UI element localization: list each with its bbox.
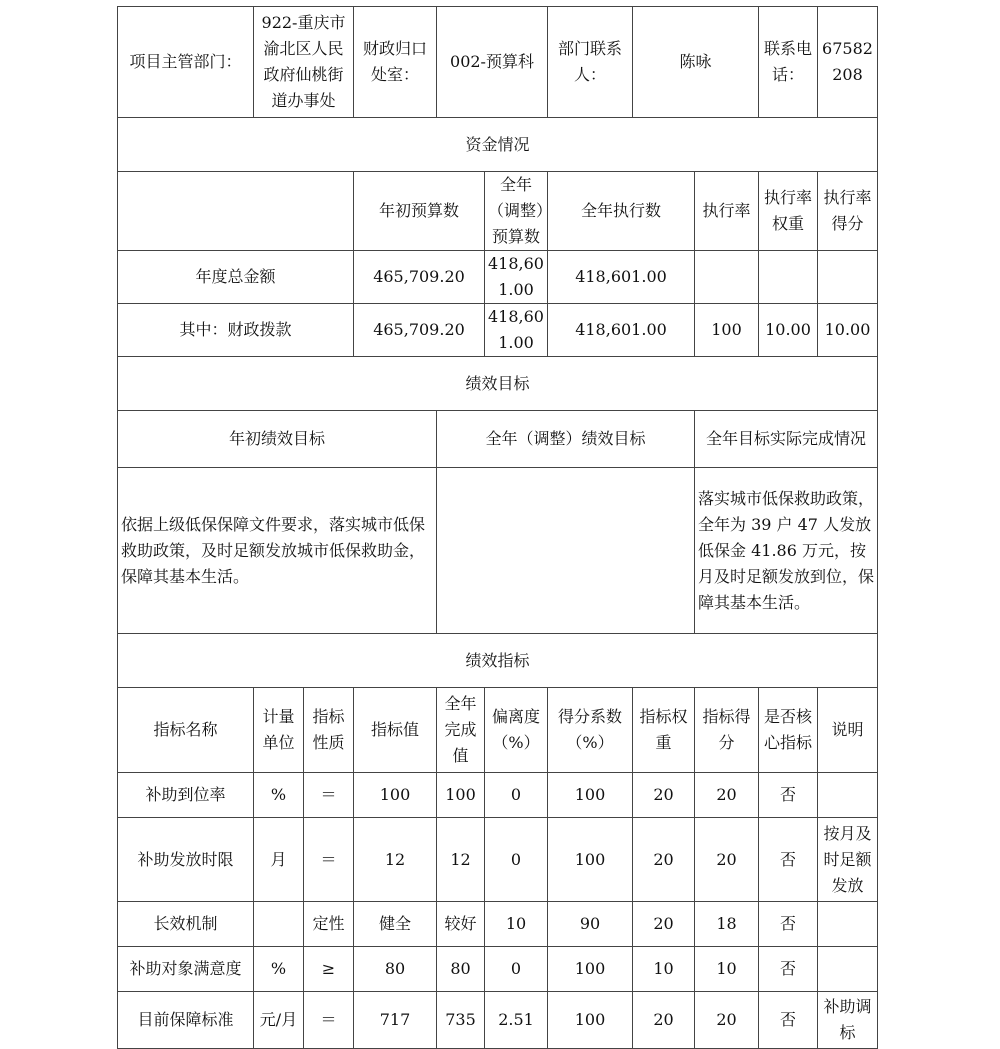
funds-header-row <box>118 172 878 251</box>
funds-cell <box>818 251 878 304</box>
funds-cell: 100 <box>695 304 759 357</box>
funds-cell: 其中：财政拨款 <box>118 304 354 357</box>
funds-cell: 465,709.20 <box>354 304 485 357</box>
goals-row <box>118 468 878 634</box>
indicators-header-row <box>118 688 878 773</box>
funds-cell: 年度总金额 <box>118 251 354 304</box>
contact-value: 陈咏 <box>633 7 759 118</box>
indicator-col-score: 指标得分 <box>695 688 759 773</box>
indicator-col-unit: 计量单位 <box>254 688 304 773</box>
indicator-cell: 否 <box>759 818 818 902</box>
goals-header-row <box>118 411 878 468</box>
funds-cell: 10.00 <box>818 304 878 357</box>
indicator-col-name: 指标名称 <box>118 688 254 773</box>
indicator-cell: % <box>254 773 304 818</box>
indicator-col-coefficient: 得分系数（%） <box>548 688 633 773</box>
indicator-col-core: 是否核心指标 <box>759 688 818 773</box>
indicator-cell: 定性 <box>304 902 354 947</box>
indicator-cell: 0 <box>485 947 548 992</box>
goals-actual-text: 落实城市低保救助政策，全年为 39 户 47 人发放低保金 41.86 万元，按月及时足额发放到位，保障其基本生活。 <box>695 468 878 634</box>
indicator-cell: 长效机制 <box>118 902 254 947</box>
funds-row <box>118 251 878 304</box>
indicator-cell: 20 <box>633 902 695 947</box>
goals-section-title: 绩效目标 <box>118 357 878 411</box>
indicator-row <box>118 818 878 902</box>
indicator-cell: 20 <box>633 992 695 1049</box>
contact-label: 部门联系人： <box>548 7 633 118</box>
funds-col-rate: 执行率 <box>695 172 759 251</box>
indicator-col-target: 指标值 <box>354 688 437 773</box>
phone-value: 67582208 <box>818 7 878 118</box>
indicators-section-row <box>118 634 878 688</box>
indicator-cell: 12 <box>354 818 437 902</box>
funds-cell: 418,601.00 <box>485 251 548 304</box>
indicator-cell: 20 <box>633 818 695 902</box>
indicator-cell: 20 <box>695 818 759 902</box>
office-value: 002-预算科 <box>437 7 548 118</box>
indicator-cell: 18 <box>695 902 759 947</box>
indicator-cell <box>818 947 878 992</box>
indicator-cell: 月 <box>254 818 304 902</box>
indicators-section-title: 绩效指标 <box>118 634 878 688</box>
indicator-row <box>118 947 878 992</box>
funds-col-executed: 全年执行数 <box>548 172 695 251</box>
phone-label: 联系电话： <box>759 7 818 118</box>
indicator-cell: ＝ <box>304 992 354 1049</box>
goals-col-adjusted: 全年（调整）绩效目标 <box>437 411 695 468</box>
indicator-row <box>118 992 878 1049</box>
indicator-cell: 健全 <box>354 902 437 947</box>
indicator-cell: 80 <box>437 947 485 992</box>
header-row <box>118 7 878 118</box>
indicator-cell: 100 <box>548 992 633 1049</box>
indicator-cell: 20 <box>695 773 759 818</box>
funds-col-initial: 年初预算数 <box>354 172 485 251</box>
indicator-cell: 100 <box>548 818 633 902</box>
goals-col-initial: 年初绩效目标 <box>118 411 437 468</box>
indicator-cell: ≥ <box>304 947 354 992</box>
indicator-cell: 90 <box>548 902 633 947</box>
funds-cell: 418,601.00 <box>548 304 695 357</box>
indicator-cell: 补助发放时限 <box>118 818 254 902</box>
goals-initial-text: 依据上级低保保障文件要求，落实城市低保救助政策，及时足额发放城市低保救助金，保障其基本生活。 <box>118 468 437 634</box>
funds-col-blank <box>118 172 354 251</box>
indicator-cell: ＝ <box>304 773 354 818</box>
office-label: 财政归口处室： <box>354 7 437 118</box>
indicator-col-weight: 指标权重 <box>633 688 695 773</box>
indicator-cell: 目前保障标准 <box>118 992 254 1049</box>
funds-cell <box>759 251 818 304</box>
indicator-cell: 12 <box>437 818 485 902</box>
dept-label: 项目主管部门： <box>118 7 254 118</box>
funds-section-row <box>118 118 878 172</box>
dept-value: 922-重庆市渝北区人民政府仙桃街道办事处 <box>254 7 354 118</box>
indicator-cell: 20 <box>695 992 759 1049</box>
funds-col-weight: 执行率权重 <box>759 172 818 251</box>
funds-col-score: 执行率得分 <box>818 172 878 251</box>
indicator-cell: 100 <box>437 773 485 818</box>
indicator-cell: 100 <box>354 773 437 818</box>
indicator-cell: 20 <box>633 773 695 818</box>
indicator-cell <box>818 773 878 818</box>
indicator-cell: 2.51 <box>485 992 548 1049</box>
indicator-cell: 10 <box>695 947 759 992</box>
indicator-cell: 补助到位率 <box>118 773 254 818</box>
funds-cell <box>695 251 759 304</box>
indicator-row <box>118 773 878 818</box>
indicator-cell: 补助调标 <box>818 992 878 1049</box>
funds-col-adjusted: 全年（调整）预算数 <box>485 172 548 251</box>
indicator-cell: 100 <box>548 773 633 818</box>
indicator-cell: ＝ <box>304 818 354 902</box>
indicator-cell: 0 <box>485 818 548 902</box>
goals-adjusted-text <box>437 468 695 634</box>
indicator-cell: 10 <box>633 947 695 992</box>
funds-cell: 465,709.20 <box>354 251 485 304</box>
indicator-cell: 0 <box>485 773 548 818</box>
funds-row <box>118 304 878 357</box>
funds-section-title: 资金情况 <box>118 118 878 172</box>
indicator-cell: 元/月 <box>254 992 304 1049</box>
funds-cell: 418,601.00 <box>548 251 695 304</box>
indicator-col-actual: 全年完成值 <box>437 688 485 773</box>
funds-cell: 10.00 <box>759 304 818 357</box>
indicator-cell: 补助对象满意度 <box>118 947 254 992</box>
performance-table <box>117 6 878 1049</box>
indicator-col-deviation: 偏离度（%） <box>485 688 548 773</box>
indicator-cell: 否 <box>759 902 818 947</box>
indicator-cell <box>254 902 304 947</box>
indicator-cell: 80 <box>354 947 437 992</box>
indicator-cell: 否 <box>759 773 818 818</box>
indicator-cell: 717 <box>354 992 437 1049</box>
indicator-cell: 否 <box>759 992 818 1049</box>
funds-cell: 418,601.00 <box>485 304 548 357</box>
goals-col-actual: 全年目标实际完成情况 <box>695 411 878 468</box>
indicator-cell: 否 <box>759 947 818 992</box>
indicator-cell: % <box>254 947 304 992</box>
indicator-col-nature: 指标性质 <box>304 688 354 773</box>
indicator-row <box>118 902 878 947</box>
indicator-cell: 100 <box>548 947 633 992</box>
indicator-cell: 按月及时足额发放 <box>818 818 878 902</box>
indicator-cell: 735 <box>437 992 485 1049</box>
indicator-col-note: 说明 <box>818 688 878 773</box>
indicator-cell: 10 <box>485 902 548 947</box>
goals-section-row <box>118 357 878 411</box>
indicator-cell: 较好 <box>437 902 485 947</box>
indicator-cell <box>818 902 878 947</box>
